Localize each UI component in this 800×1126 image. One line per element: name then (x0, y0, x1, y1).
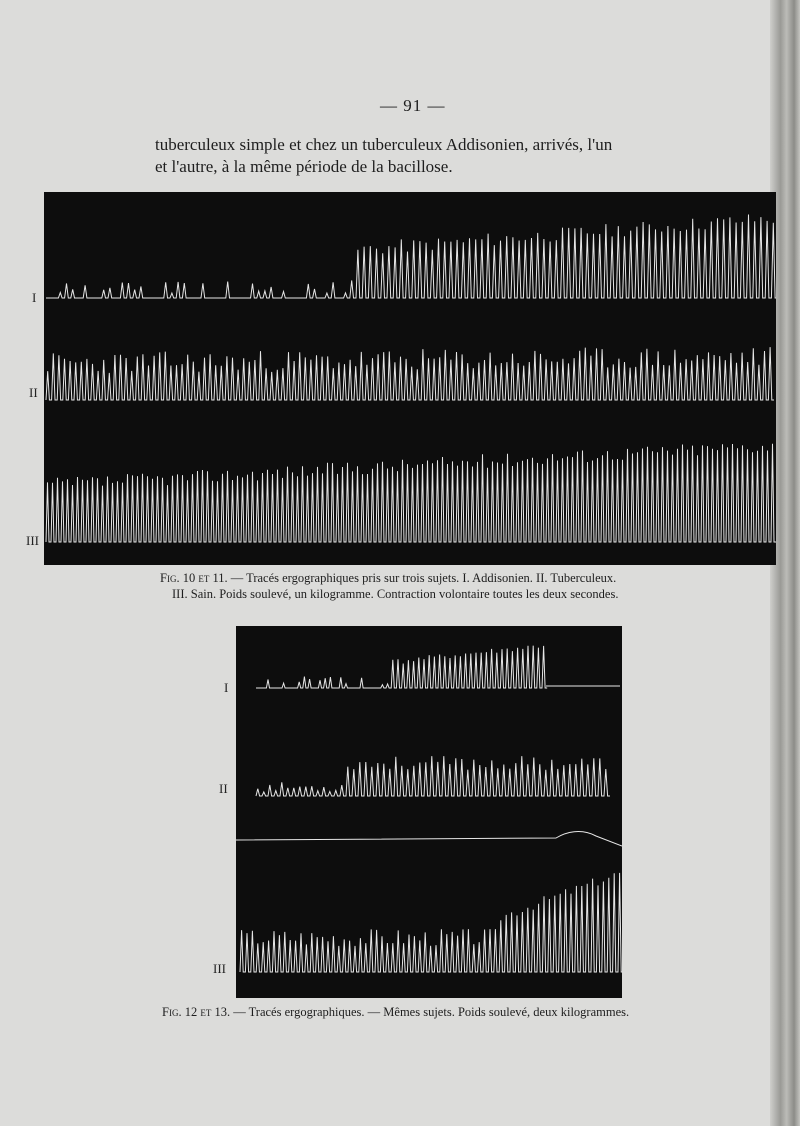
figure-12-13-caption-text: — Tracés ergographiques. — Mêmes sujets. Poids soulevé, deux kilogrammes. (233, 1005, 630, 1019)
ergograph-traces-b (236, 626, 622, 998)
fig-a-trace-label-2: II (29, 385, 38, 400)
figure-10-11-ref: Fig. 10 et 11. (160, 571, 228, 585)
figure-12-13-ref: Fig. 12 et 13. (162, 1005, 231, 1019)
fig-b-trace-label-1: I (224, 680, 229, 695)
fig-b-trace-label-2: II (219, 781, 228, 796)
figure-10-11-caption-text: — Tracés ergographiques pris sur trois sujets. I. Addisonien. II. Tuberculeux. (230, 571, 617, 585)
body-text-line-2: et l'autre, à la même période de la bacillose. (155, 157, 453, 176)
trace-a-I (46, 215, 776, 299)
trace-a-III (46, 444, 776, 542)
fig-b-trace-label-3: III (213, 961, 226, 976)
trace-a-II (46, 347, 774, 400)
ergograph-traces-a (44, 192, 776, 565)
trace-b-baseline (236, 832, 622, 846)
ergograph-figure-12-13 (236, 626, 622, 998)
ergograph-figure-10-11 (44, 192, 776, 565)
figure-12-13-caption (162, 1004, 682, 1021)
trace-b-II (256, 756, 610, 796)
figure-10-11-caption-line-1 (160, 570, 680, 587)
fig-a-trace-label-1: I (32, 290, 37, 305)
trace-b-III (240, 873, 622, 972)
figure-10-11-caption-line-2: III. Sain. Poids soulevé, un kilogramme. Contraction volontaire toutes les deux secondes. (172, 587, 619, 601)
body-text-line-1: tuberculeux simple et chez un tuberculeux Addisonien, arrivés, l'un (155, 135, 613, 154)
trace-b-I (256, 646, 547, 688)
fig-a-trace-label-3: III (26, 533, 39, 548)
page-number: — 91 — (380, 96, 446, 115)
